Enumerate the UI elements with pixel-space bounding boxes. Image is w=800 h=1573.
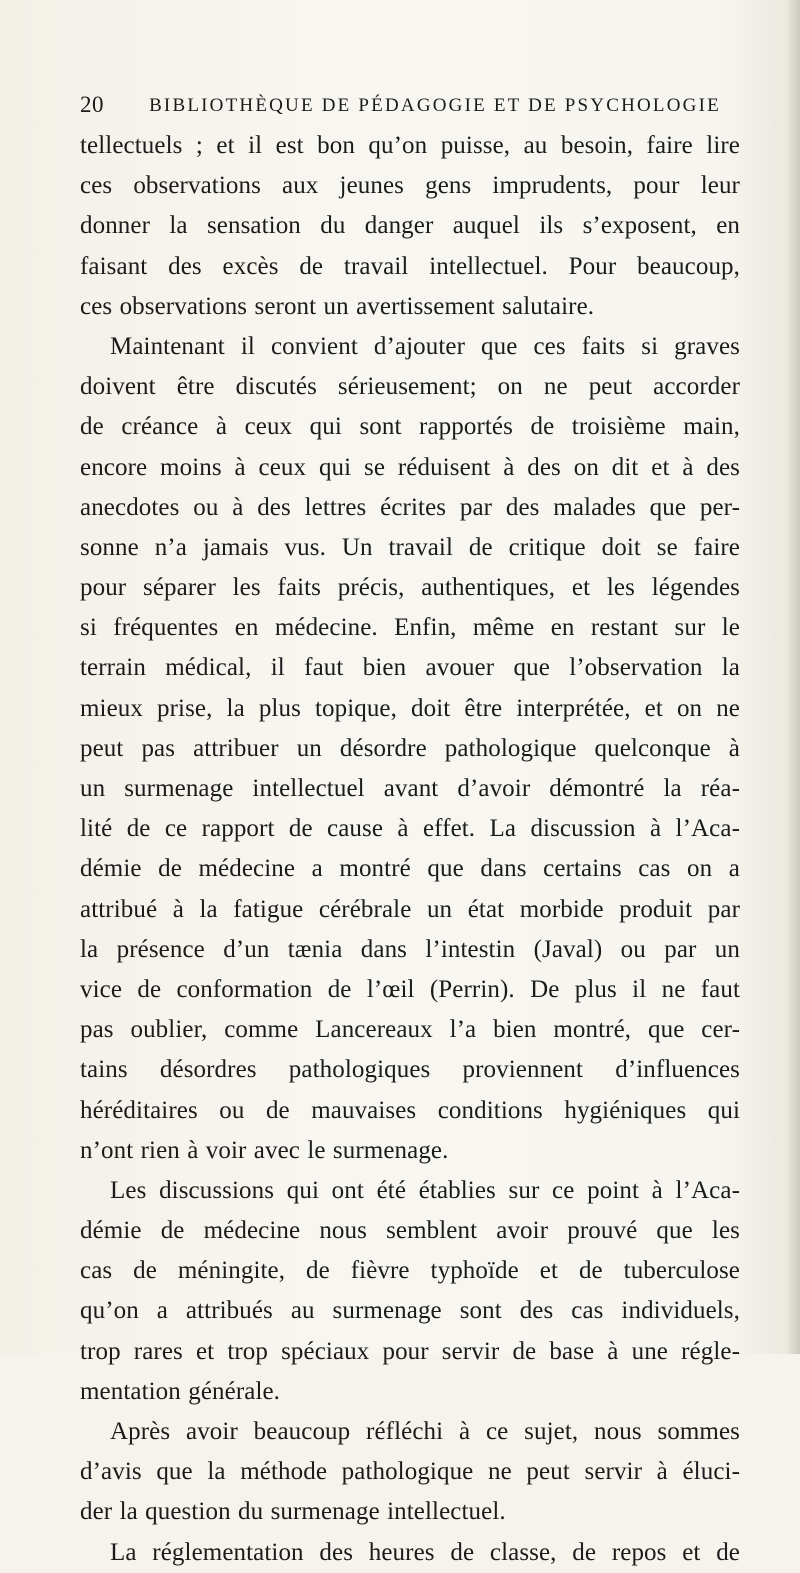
text-line: doivent être discutés sérieusement; on ne peut accorder (80, 373, 740, 401)
text-line: n’ont rien à voir avec le surmenage. (80, 1136, 449, 1164)
text-line: héréditaires ou de mauvaises conditions hygiéniques qui (80, 1096, 740, 1124)
text-line: Maintenant il convient d’ajouter que ces faits si graves (110, 332, 740, 360)
body-text (80, 126, 740, 1573)
text-line: faisant des excès de travail intellectuel. Pour beaucoup, (80, 252, 740, 280)
text-line: anecdotes ou à des lettres écrites par des malades que per- (80, 493, 740, 521)
text-line: démie de médecine nous semblent avoir prouvé que les (80, 1217, 740, 1245)
text-line: der la question du surmenage intellectuel. (80, 1498, 506, 1526)
text-line: peut pas attribuer un désordre pathologique quelconque à (80, 734, 740, 762)
text-line: encore moins à ceux qui se réduisent à des on dit et à des (80, 453, 740, 481)
page-header (80, 92, 740, 122)
text-line: sonne n’a jamais vus. Un travail de critique doit se faire (80, 533, 740, 561)
page-edge-shadow (786, 0, 800, 1354)
text-line: Après avoir beaucoup réfléchi à ce sujet, nous sommes (110, 1418, 740, 1445)
text-line: pas oublier, comme Lancereaux l’a bien montré, que cer- (80, 1016, 740, 1044)
text-line: mentation générale. (80, 1377, 281, 1405)
text-line: la présence d’un tænia dans l’intestin (Javal) ou par un (80, 935, 740, 963)
text-line: trop rares et trop spéciaux pour servir de base à une régle- (80, 1337, 740, 1365)
text-line: ces observations seront un avertissement salutaire. (80, 292, 595, 320)
text-line: mieux prise, la plus topique, doit être interprétée, et on ne (80, 694, 740, 722)
text-line: tains désordres pathologiques proviennent d’influences (80, 1056, 740, 1084)
text-line: terrain médical, il faut bien avouer que l’observation la (80, 654, 740, 682)
page-number: 20 (80, 92, 104, 117)
text-line: qu’on a attribués au surmenage sont des cas individuels, (80, 1297, 740, 1325)
text-line: un surmenage intellectuel avant d’avoir démontré la réa- (80, 775, 740, 802)
text-line: vice de conformation de l’œil (Perrin). De plus il ne faut (80, 975, 740, 1003)
text-line: lité de ce rapport de cause à effet. La discussion à l’Aca- (80, 815, 740, 843)
text-line: cas de méningite, de fièvre typhoïde et de tuberculose (80, 1257, 740, 1285)
running-head: BIBLIOTHÈQUE DE PÉDAGOGIE ET DE PSYCHOLOGIE (149, 95, 721, 116)
text-line: Les discussions qui ont été établies sur ce point à l’Aca- (110, 1176, 740, 1204)
text-line: démie de médecine a montré que dans certains cas on a (80, 855, 740, 883)
text-line: La réglementation des heures de classe, de repos et de (110, 1538, 740, 1566)
text-line: donner la sensation du danger auquel ils s’exposent, en (80, 212, 740, 240)
text-line: ces observations aux jeunes gens imprudents, pour leur (80, 172, 740, 200)
text-line: si fréquentes en médecine. Enfin, même en restant sur le (80, 614, 740, 642)
text-line: de créance à ceux qui sont rapportés de troisième main, (80, 413, 740, 441)
text-line: tellectuels ; et il est bon qu’on puisse, au besoin, faire lire (80, 132, 740, 159)
text-line: d’avis que la méthode pathologique ne peut servir à éluci- (80, 1458, 740, 1486)
text-line: attribué à la fatigue cérébrale un état morbide produit par (80, 895, 740, 923)
text-line: pour séparer les faits précis, authentiques, et les légendes (80, 574, 740, 602)
